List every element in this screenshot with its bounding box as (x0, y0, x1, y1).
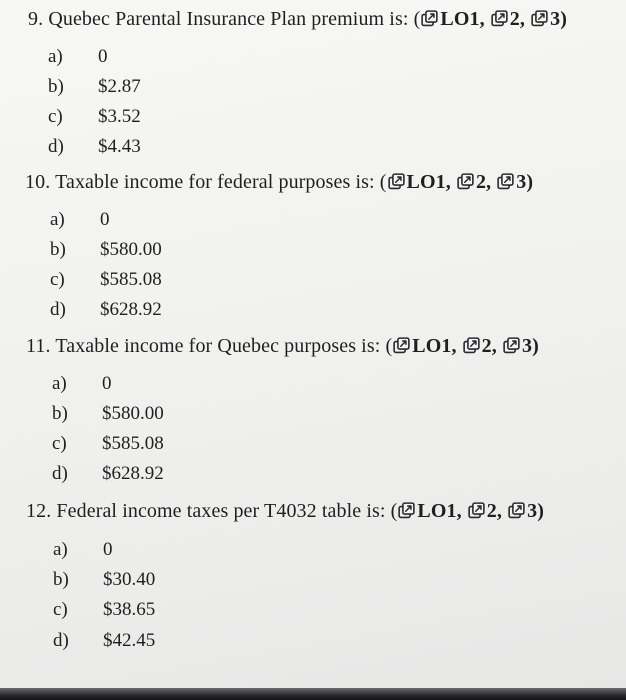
option-letter: a) (50, 209, 65, 230)
external-link-icon[interactable] (468, 502, 485, 519)
question-title (28, 7, 567, 31)
external-link-icon[interactable] (463, 337, 480, 354)
ref-lo2[interactable]: 2, (481, 335, 497, 357)
option-value: $3.52 (98, 106, 141, 127)
question-text: Taxable income for Quebec purposes is: (55, 335, 381, 357)
question-number: 9. (28, 8, 44, 30)
option-c[interactable] (50, 269, 162, 291)
ref-lo3[interactable]: 3) (521, 335, 539, 357)
option-value: $38.65 (103, 599, 156, 620)
ref-lo2[interactable]: 2, (486, 500, 502, 522)
option-letter: d) (52, 463, 68, 484)
external-link-icon[interactable] (421, 10, 438, 27)
option-letter: d) (48, 136, 64, 157)
option-value: 0 (100, 209, 110, 230)
option-c[interactable] (48, 106, 141, 128)
option-letter: d) (50, 299, 66, 320)
question-title (26, 334, 539, 358)
option-d[interactable] (48, 136, 141, 158)
option-value: $580.00 (100, 239, 162, 260)
option-value: $2.87 (98, 76, 141, 97)
option-b[interactable] (53, 569, 155, 591)
learning-objective-refs (386, 335, 539, 357)
external-link-icon[interactable] (497, 173, 514, 190)
option-value: $628.92 (102, 463, 164, 484)
option-letter: c) (52, 433, 67, 454)
option-b[interactable] (52, 403, 164, 425)
option-value: 0 (98, 46, 108, 67)
learning-objective-refs (380, 171, 533, 193)
option-value: $585.08 (100, 269, 162, 290)
option-letter: c) (50, 269, 65, 290)
ref-lo2[interactable]: 2, (509, 8, 525, 30)
learning-objective-refs (414, 8, 567, 30)
question-title (26, 499, 544, 523)
question-title (25, 170, 533, 194)
option-a[interactable] (53, 539, 113, 561)
option-value: $628.92 (100, 299, 162, 320)
option-letter: b) (48, 76, 64, 97)
question-number: 12. (26, 500, 52, 522)
ref-open-paren: ( (385, 335, 393, 357)
external-link-icon[interactable] (388, 173, 405, 190)
option-value: $42.45 (103, 630, 156, 651)
option-c[interactable] (52, 433, 164, 455)
question-text: Quebec Parental Insurance Plan premium is: (48, 8, 409, 30)
question-text: Taxable income for federal purposes is: (55, 171, 375, 193)
ref-lo2[interactable]: 2, (475, 171, 492, 193)
option-letter: a) (48, 46, 63, 67)
option-b[interactable] (48, 76, 141, 98)
option-letter: d) (53, 630, 69, 651)
option-d[interactable] (52, 463, 164, 485)
ref-open-paren: ( (379, 171, 387, 193)
ref-lo3[interactable]: 3) (516, 171, 534, 193)
option-a[interactable] (52, 373, 112, 395)
option-value: 0 (103, 539, 113, 560)
option-b[interactable] (50, 239, 162, 261)
learning-objective-refs (391, 500, 544, 522)
ref-lo1[interactable]: LO1, (440, 8, 485, 30)
external-link-icon[interactable] (398, 502, 415, 519)
option-value: $580.00 (102, 403, 164, 424)
option-value: $585.08 (102, 433, 164, 454)
option-value: $30.40 (103, 569, 156, 590)
ref-lo1[interactable]: LO1, (412, 335, 457, 357)
option-letter: c) (53, 599, 68, 620)
option-letter: c) (48, 106, 63, 127)
option-value: 0 (102, 373, 112, 394)
ref-lo1[interactable]: LO1, (417, 500, 462, 522)
external-link-icon[interactable] (508, 502, 525, 519)
ref-open-paren: ( (413, 8, 421, 30)
question-text: Federal income taxes per T4032 table is: (56, 500, 386, 522)
option-value: $4.43 (98, 136, 141, 157)
external-link-icon[interactable] (457, 173, 474, 190)
option-a[interactable] (48, 46, 108, 68)
external-link-icon[interactable] (393, 337, 410, 354)
question-number: 11. (26, 335, 51, 357)
external-link-icon[interactable] (491, 10, 508, 27)
ref-lo3[interactable]: 3) (527, 500, 544, 522)
option-letter: a) (53, 539, 68, 560)
ref-open-paren: ( (390, 500, 398, 522)
ref-lo3[interactable]: 3) (550, 8, 567, 30)
option-letter: a) (52, 373, 67, 394)
option-letter: b) (52, 403, 68, 424)
screen-bottom-edge (0, 688, 626, 700)
question-number: 10. (25, 171, 51, 193)
option-d[interactable] (50, 299, 162, 321)
option-c[interactable] (53, 599, 155, 621)
external-link-icon[interactable] (531, 10, 548, 27)
option-letter: b) (53, 569, 69, 590)
option-d[interactable] (53, 630, 155, 652)
external-link-icon[interactable] (503, 337, 520, 354)
ref-lo1[interactable]: LO1, (406, 171, 451, 193)
option-letter: b) (50, 239, 66, 260)
option-a[interactable] (50, 209, 110, 231)
